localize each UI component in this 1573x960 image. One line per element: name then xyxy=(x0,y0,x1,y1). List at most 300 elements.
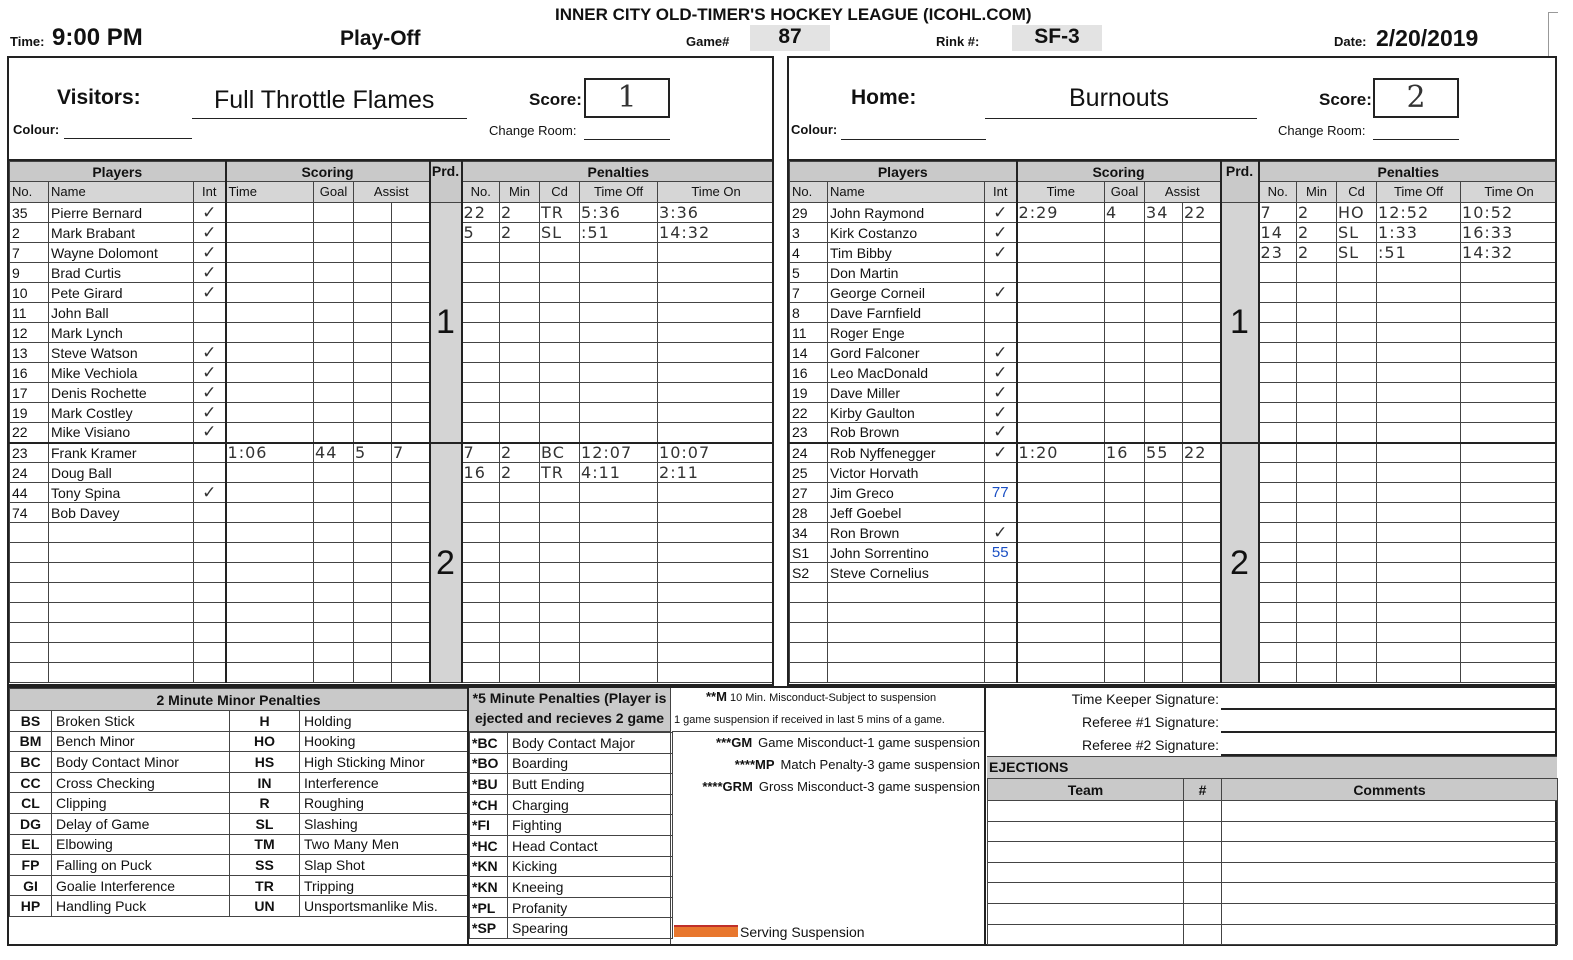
player-name[interactable]: Victor Horvath xyxy=(828,463,985,483)
penalty-minutes[interactable] xyxy=(1297,443,1337,463)
player-int-check[interactable] xyxy=(985,263,1017,283)
player-int-check[interactable]: ✓ xyxy=(194,223,226,243)
penalty-player-number[interactable] xyxy=(1259,603,1297,623)
penalty-code[interactable] xyxy=(540,423,580,443)
player-name[interactable]: Kirk Costanzo xyxy=(828,223,985,243)
penalty-player-number[interactable] xyxy=(462,243,500,263)
player-int-check[interactable]: ✓ xyxy=(985,283,1017,303)
penalty-time-on[interactable] xyxy=(1461,623,1557,643)
scoring-goal[interactable] xyxy=(1105,643,1145,663)
scoring-assist[interactable]: 22 xyxy=(1183,443,1221,463)
penalty-code[interactable] xyxy=(540,663,580,683)
player-name[interactable]: Mark Lynch xyxy=(49,323,194,343)
scoring-assist[interactable] xyxy=(1183,243,1221,263)
player-name[interactable]: Kirby Gaulton xyxy=(828,403,985,423)
scoring-goal[interactable]: 44 xyxy=(314,443,354,463)
scoring-time[interactable] xyxy=(226,363,314,383)
penalty-player-number[interactable] xyxy=(462,323,500,343)
player-number[interactable]: 29 xyxy=(790,203,828,223)
penalty-time-on[interactable] xyxy=(1461,423,1557,443)
penalty-time-off[interactable] xyxy=(1377,583,1461,603)
player-number[interactable]: 17 xyxy=(10,383,49,403)
penalty-player-number[interactable] xyxy=(1259,423,1297,443)
penalty-time-on[interactable] xyxy=(658,483,774,503)
scoring-assist[interactable] xyxy=(1145,483,1183,503)
penalty-player-number[interactable] xyxy=(1259,403,1297,423)
penalty-code[interactable] xyxy=(1337,323,1377,343)
penalty-time-on[interactable] xyxy=(658,563,774,583)
player-number[interactable]: 16 xyxy=(790,363,828,383)
player-int-check[interactable]: ✓ xyxy=(194,483,226,503)
scoring-assist[interactable]: 7 xyxy=(392,443,430,463)
player-int-check[interactable]: ✓ xyxy=(985,243,1017,263)
penalty-player-number[interactable] xyxy=(462,643,500,663)
penalty-code[interactable] xyxy=(1337,363,1377,383)
scoring-goal[interactable] xyxy=(314,243,354,263)
scoring-assist[interactable] xyxy=(392,403,430,423)
penalty-time-on[interactable] xyxy=(658,603,774,623)
player-name[interactable] xyxy=(49,603,194,623)
scoring-goal[interactable] xyxy=(314,523,354,543)
scoring-assist[interactable] xyxy=(1145,563,1183,583)
player-name[interactable]: Mike Vechiola xyxy=(49,363,194,383)
penalty-minutes[interactable] xyxy=(500,303,540,323)
player-number[interactable]: 14 xyxy=(790,343,828,363)
player-number[interactable]: 28 xyxy=(790,503,828,523)
penalty-minutes[interactable] xyxy=(1297,303,1337,323)
penalty-minutes[interactable]: 2 xyxy=(500,443,540,463)
penalty-code[interactable] xyxy=(540,323,580,343)
player-number[interactable] xyxy=(790,643,828,663)
scoring-assist[interactable] xyxy=(1183,503,1221,523)
scoring-goal[interactable] xyxy=(1105,523,1145,543)
scoring-assist[interactable] xyxy=(1183,623,1221,643)
penalty-time-on[interactable] xyxy=(658,243,774,263)
player-name[interactable]: Jeff Goebel xyxy=(828,503,985,523)
penalty-time-off[interactable]: :51 xyxy=(580,223,658,243)
scoring-assist[interactable] xyxy=(392,463,430,483)
ejection-team[interactable] xyxy=(988,821,1184,842)
player-number[interactable]: 9 xyxy=(10,263,49,283)
penalty-player-number[interactable] xyxy=(1259,283,1297,303)
player-name[interactable] xyxy=(828,603,985,623)
penalty-minutes[interactable] xyxy=(1297,663,1337,683)
penalty-time-off[interactable] xyxy=(1377,463,1461,483)
scoring-time[interactable] xyxy=(226,603,314,623)
scoring-goal[interactable] xyxy=(314,563,354,583)
penalty-time-off[interactable] xyxy=(1377,423,1461,443)
penalty-minutes[interactable] xyxy=(1297,263,1337,283)
penalty-minutes[interactable] xyxy=(500,663,540,683)
player-int-check[interactable]: ✓ xyxy=(194,263,226,283)
player-name[interactable]: John Ball xyxy=(49,303,194,323)
penalty-player-number[interactable]: 14 xyxy=(1259,223,1297,243)
penalty-code[interactable] xyxy=(540,503,580,523)
penalty-minutes[interactable]: 2 xyxy=(1297,223,1337,243)
penalty-time-off[interactable] xyxy=(580,323,658,343)
penalty-minutes[interactable] xyxy=(1297,403,1337,423)
penalty-minutes[interactable] xyxy=(1297,523,1337,543)
scoring-assist[interactable] xyxy=(354,383,392,403)
penalty-code[interactable] xyxy=(540,363,580,383)
penalty-time-on[interactable] xyxy=(1461,443,1557,463)
penalty-code[interactable] xyxy=(1337,563,1377,583)
penalty-player-number[interactable] xyxy=(462,403,500,423)
scoring-goal[interactable] xyxy=(314,263,354,283)
penalty-code[interactable] xyxy=(540,303,580,323)
penalty-player-number[interactable] xyxy=(462,363,500,383)
ejection-comment[interactable] xyxy=(1222,801,1558,822)
penalty-minutes[interactable]: 2 xyxy=(1297,203,1337,223)
player-name[interactable]: John Raymond xyxy=(828,203,985,223)
scoring-time[interactable]: 2:29 xyxy=(1017,203,1105,223)
scoring-assist[interactable] xyxy=(392,383,430,403)
penalty-code[interactable] xyxy=(540,383,580,403)
scoring-time[interactable] xyxy=(1017,323,1105,343)
penalty-player-number[interactable] xyxy=(1259,263,1297,283)
scoring-goal[interactable] xyxy=(1105,663,1145,683)
scoring-goal[interactable] xyxy=(314,583,354,603)
penalty-minutes[interactable] xyxy=(1297,543,1337,563)
penalty-time-off[interactable]: :51 xyxy=(1377,243,1461,263)
penalty-time-on[interactable] xyxy=(1461,383,1557,403)
scoring-time[interactable] xyxy=(226,483,314,503)
penalty-time-on[interactable]: 10:07 xyxy=(658,443,774,463)
player-int-check[interactable]: ✓ xyxy=(194,203,226,223)
ejection-comment[interactable] xyxy=(1222,862,1558,883)
player-number[interactable] xyxy=(10,623,49,643)
scoring-goal[interactable] xyxy=(314,543,354,563)
penalty-time-off[interactable] xyxy=(580,603,658,623)
scoring-assist[interactable] xyxy=(1183,323,1221,343)
penalty-minutes[interactable] xyxy=(500,623,540,643)
penalty-time-off[interactable] xyxy=(1377,383,1461,403)
penalty-time-off[interactable] xyxy=(580,383,658,403)
player-int-check[interactable]: 77 xyxy=(985,483,1017,503)
scoring-time[interactable] xyxy=(226,583,314,603)
scoring-time[interactable] xyxy=(1017,503,1105,523)
penalty-minutes[interactable] xyxy=(500,363,540,383)
penalty-code[interactable] xyxy=(1337,623,1377,643)
penalty-time-on[interactable] xyxy=(1461,543,1557,563)
scoring-goal[interactable] xyxy=(1105,263,1145,283)
player-int-check[interactable]: ✓ xyxy=(985,363,1017,383)
scoring-time[interactable] xyxy=(1017,463,1105,483)
scoring-time[interactable] xyxy=(1017,663,1105,683)
player-name[interactable]: Roger Enge xyxy=(828,323,985,343)
player-int-check[interactable]: ✓ xyxy=(985,443,1017,463)
penalty-time-off[interactable] xyxy=(580,623,658,643)
penalty-time-off[interactable] xyxy=(1377,263,1461,283)
scoring-goal[interactable] xyxy=(314,483,354,503)
penalty-time-off[interactable] xyxy=(1377,283,1461,303)
player-name[interactable] xyxy=(828,643,985,663)
player-name[interactable]: Pierre Bernard xyxy=(49,203,194,223)
penalty-time-off[interactable]: 12:52 xyxy=(1377,203,1461,223)
scoring-time[interactable] xyxy=(1017,243,1105,263)
penalty-time-off[interactable] xyxy=(1377,303,1461,323)
scoring-goal[interactable] xyxy=(1105,623,1145,643)
scoring-time[interactable] xyxy=(226,423,314,443)
scoring-assist[interactable] xyxy=(354,323,392,343)
player-name[interactable] xyxy=(49,563,194,583)
player-number[interactable] xyxy=(10,563,49,583)
scoring-assist[interactable] xyxy=(1145,583,1183,603)
scoring-goal[interactable] xyxy=(314,203,354,223)
penalty-time-off[interactable] xyxy=(580,343,658,363)
scoring-assist[interactable] xyxy=(392,603,430,623)
scoring-assist[interactable] xyxy=(354,603,392,623)
penalty-minutes[interactable] xyxy=(500,503,540,523)
penalty-code[interactable] xyxy=(1337,423,1377,443)
penalty-minutes[interactable] xyxy=(500,423,540,443)
penalty-time-off[interactable] xyxy=(1377,543,1461,563)
scoring-assist[interactable]: 22 xyxy=(1183,203,1221,223)
penalty-player-number[interactable] xyxy=(462,623,500,643)
scoring-goal[interactable] xyxy=(314,623,354,643)
penalty-code[interactable] xyxy=(1337,283,1377,303)
scoring-assist[interactable] xyxy=(1145,223,1183,243)
penalty-time-off[interactable]: 5:36 xyxy=(580,203,658,223)
ejection-number[interactable] xyxy=(1184,903,1222,924)
penalty-code[interactable]: TR xyxy=(540,203,580,223)
scoring-goal[interactable] xyxy=(1105,423,1145,443)
scoring-goal[interactable]: 4 xyxy=(1105,203,1145,223)
scoring-time[interactable] xyxy=(1017,263,1105,283)
player-name[interactable]: Wayne Dolomont xyxy=(49,243,194,263)
penalty-code[interactable]: SL xyxy=(540,223,580,243)
penalty-minutes[interactable] xyxy=(500,523,540,543)
scoring-assist[interactable] xyxy=(1145,323,1183,343)
penalty-code[interactable] xyxy=(1337,343,1377,363)
scoring-assist[interactable]: 34 xyxy=(1145,203,1183,223)
player-name[interactable]: John Sorrentino xyxy=(828,543,985,563)
penalty-time-on[interactable]: 2:11 xyxy=(658,463,774,483)
player-number[interactable]: 22 xyxy=(10,423,49,443)
player-name[interactable]: George Corneil xyxy=(828,283,985,303)
penalty-player-number[interactable]: 5 xyxy=(462,223,500,243)
scoring-assist[interactable] xyxy=(1183,363,1221,383)
penalty-minutes[interactable] xyxy=(500,643,540,663)
penalty-code[interactable]: TR xyxy=(540,463,580,483)
scoring-time[interactable] xyxy=(226,503,314,523)
scoring-assist[interactable] xyxy=(392,663,430,683)
scoring-time[interactable] xyxy=(226,323,314,343)
player-name[interactable] xyxy=(828,623,985,643)
penalty-minutes[interactable] xyxy=(500,483,540,503)
penalty-minutes[interactable] xyxy=(500,603,540,623)
penalty-minutes[interactable] xyxy=(1297,603,1337,623)
penalty-player-number[interactable]: 7 xyxy=(1259,203,1297,223)
penalty-time-off[interactable] xyxy=(1377,503,1461,523)
penalty-time-on[interactable] xyxy=(658,623,774,643)
penalty-time-on[interactable] xyxy=(1461,363,1557,383)
penalty-minutes[interactable]: 2 xyxy=(500,223,540,243)
player-number[interactable]: 13 xyxy=(10,343,49,363)
scoring-assist[interactable] xyxy=(1183,263,1221,283)
player-int-check[interactable]: ✓ xyxy=(194,343,226,363)
penalty-minutes[interactable] xyxy=(1297,483,1337,503)
scoring-assist[interactable] xyxy=(392,363,430,383)
scoring-assist[interactable] xyxy=(1183,303,1221,323)
penalty-time-on[interactable]: 14:32 xyxy=(658,223,774,243)
scoring-assist[interactable] xyxy=(392,643,430,663)
penalty-time-on[interactable] xyxy=(1461,563,1557,583)
scoring-assist[interactable] xyxy=(392,283,430,303)
penalty-code[interactable] xyxy=(540,403,580,423)
penalty-time-off[interactable] xyxy=(580,503,658,523)
penalty-code[interactable] xyxy=(1337,543,1377,563)
scoring-assist[interactable] xyxy=(1145,243,1183,263)
penalty-minutes[interactable] xyxy=(1297,463,1337,483)
penalty-code[interactable] xyxy=(540,283,580,303)
penalty-minutes[interactable] xyxy=(500,403,540,423)
scoring-assist[interactable] xyxy=(392,303,430,323)
player-name[interactable]: Steve Cornelius xyxy=(828,563,985,583)
scoring-goal[interactable] xyxy=(314,323,354,343)
player-number[interactable]: 5 xyxy=(790,263,828,283)
penalty-player-number[interactable] xyxy=(462,343,500,363)
scoring-assist[interactable] xyxy=(1183,283,1221,303)
scoring-time[interactable] xyxy=(1017,283,1105,303)
penalty-time-on[interactable] xyxy=(1461,583,1557,603)
scoring-assist[interactable] xyxy=(1145,663,1183,683)
visitors-score[interactable]: 1 xyxy=(584,78,670,118)
player-name[interactable]: Brad Curtis xyxy=(49,263,194,283)
scoring-assist[interactable] xyxy=(354,483,392,503)
penalty-minutes[interactable] xyxy=(1297,343,1337,363)
penalty-code[interactable] xyxy=(1337,443,1377,463)
penalty-minutes[interactable] xyxy=(500,323,540,343)
penalty-time-on[interactable] xyxy=(658,423,774,443)
scoring-assist[interactable] xyxy=(354,363,392,383)
player-name[interactable]: Ron Brown xyxy=(828,523,985,543)
scoring-goal[interactable] xyxy=(1105,483,1145,503)
scoring-goal[interactable] xyxy=(314,663,354,683)
player-number[interactable]: S2 xyxy=(790,563,828,583)
scoring-goal[interactable] xyxy=(314,343,354,363)
penalty-time-on[interactable]: 10:52 xyxy=(1461,203,1557,223)
penalty-time-off[interactable] xyxy=(1377,643,1461,663)
player-name[interactable] xyxy=(49,623,194,643)
penalty-time-on[interactable] xyxy=(658,263,774,283)
penalty-player-number[interactable] xyxy=(462,523,500,543)
player-int-check[interactable]: ✓ xyxy=(985,223,1017,243)
penalty-code[interactable] xyxy=(1337,663,1377,683)
penalty-player-number[interactable] xyxy=(462,383,500,403)
player-number[interactable]: 22 xyxy=(790,403,828,423)
scoring-assist[interactable] xyxy=(354,623,392,643)
penalty-time-on[interactable] xyxy=(658,663,774,683)
player-name[interactable] xyxy=(49,523,194,543)
penalty-time-off[interactable] xyxy=(1377,443,1461,463)
penalty-time-on[interactable] xyxy=(1461,503,1557,523)
player-int-check[interactable] xyxy=(194,503,226,523)
penalty-time-off[interactable] xyxy=(580,543,658,563)
penalty-code[interactable] xyxy=(1337,523,1377,543)
penalty-minutes[interactable] xyxy=(1297,363,1337,383)
player-number[interactable] xyxy=(10,523,49,543)
referee1-signature-line[interactable] xyxy=(1221,731,1555,733)
penalty-player-number[interactable] xyxy=(1259,583,1297,603)
penalty-time-off[interactable] xyxy=(1377,323,1461,343)
player-int-check[interactable] xyxy=(985,503,1017,523)
ejection-team[interactable] xyxy=(988,801,1184,822)
penalty-time-on[interactable] xyxy=(658,383,774,403)
player-int-check[interactable] xyxy=(194,543,226,563)
penalty-player-number[interactable]: 22 xyxy=(462,203,500,223)
scoring-time[interactable] xyxy=(226,643,314,663)
scoring-assist[interactable] xyxy=(392,583,430,603)
player-int-check[interactable]: ✓ xyxy=(985,403,1017,423)
scoring-goal[interactable] xyxy=(1105,323,1145,343)
player-name[interactable]: Dave Miller xyxy=(828,383,985,403)
scoring-goal[interactable] xyxy=(314,423,354,443)
player-int-check[interactable]: ✓ xyxy=(985,343,1017,363)
penalty-time-off[interactable] xyxy=(580,583,658,603)
penalty-time-off[interactable] xyxy=(580,263,658,283)
player-number[interactable]: 11 xyxy=(10,303,49,323)
penalty-code[interactable] xyxy=(540,603,580,623)
scoring-assist[interactable] xyxy=(354,663,392,683)
scoring-assist[interactable] xyxy=(1183,483,1221,503)
penalty-player-number[interactable] xyxy=(462,423,500,443)
penalty-code[interactable]: SL xyxy=(1337,243,1377,263)
scoring-assist[interactable] xyxy=(354,563,392,583)
penalty-time-off[interactable] xyxy=(580,563,658,583)
ejection-comment[interactable] xyxy=(1222,903,1558,924)
scoring-goal[interactable] xyxy=(1105,283,1145,303)
scoring-assist[interactable] xyxy=(1145,643,1183,663)
scoring-goal[interactable] xyxy=(314,603,354,623)
penalty-minutes[interactable] xyxy=(500,543,540,563)
penalty-time-off[interactable] xyxy=(1377,363,1461,383)
player-number[interactable]: 2 xyxy=(10,223,49,243)
ejection-comment[interactable] xyxy=(1222,924,1558,945)
scoring-time[interactable] xyxy=(226,403,314,423)
scoring-assist[interactable] xyxy=(1183,223,1221,243)
scoring-time[interactable] xyxy=(226,203,314,223)
scoring-time[interactable] xyxy=(1017,343,1105,363)
scoring-time[interactable] xyxy=(226,663,314,683)
ejection-number[interactable] xyxy=(1184,821,1222,842)
scoring-assist[interactable] xyxy=(392,563,430,583)
scoring-assist[interactable] xyxy=(1183,403,1221,423)
scoring-assist[interactable] xyxy=(1145,403,1183,423)
penalty-time-off[interactable] xyxy=(580,403,658,423)
penalty-time-on[interactable] xyxy=(1461,403,1557,423)
scoring-time[interactable] xyxy=(226,563,314,583)
scoring-time[interactable] xyxy=(226,263,314,283)
penalty-player-number[interactable]: 23 xyxy=(1259,243,1297,263)
player-number[interactable]: 4 xyxy=(790,243,828,263)
scoring-goal[interactable] xyxy=(314,363,354,383)
scoring-assist[interactable] xyxy=(1145,603,1183,623)
penalty-code[interactable] xyxy=(1337,603,1377,623)
scoring-assist[interactable] xyxy=(354,583,392,603)
penalty-code[interactable] xyxy=(540,263,580,283)
scoring-goal[interactable] xyxy=(314,463,354,483)
scoring-assist[interactable] xyxy=(1183,663,1221,683)
scoring-time[interactable] xyxy=(1017,523,1105,543)
scoring-assist[interactable] xyxy=(354,463,392,483)
ejection-number[interactable] xyxy=(1184,862,1222,883)
penalty-minutes[interactable] xyxy=(1297,423,1337,443)
scoring-assist[interactable] xyxy=(354,523,392,543)
scoring-assist[interactable] xyxy=(354,543,392,563)
scoring-assist[interactable] xyxy=(392,623,430,643)
scoring-time[interactable] xyxy=(226,543,314,563)
